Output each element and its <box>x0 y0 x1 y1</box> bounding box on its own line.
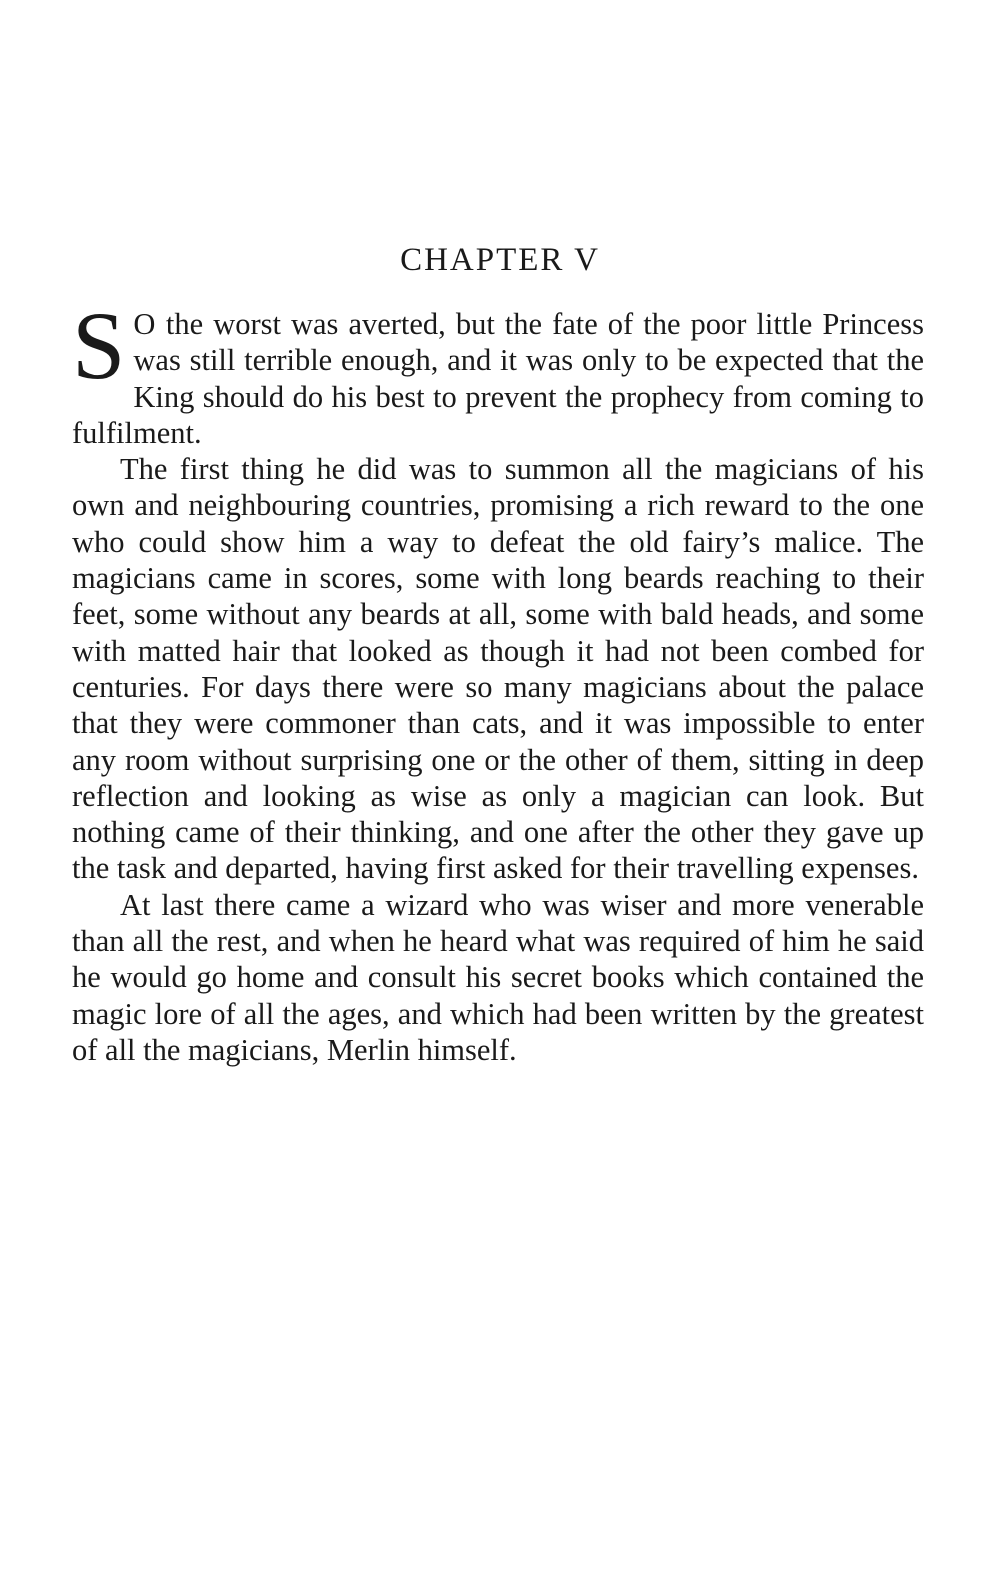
paragraph-3-text: At last there came a wizard who was wiser and more venerable than all the rest, and when he heard what was required of him he said he would go home and consult his secret books which contained the magic lore of all the ages, and which had been written by the greatest of all the magicians, Merlin himself. <box>72 887 924 1067</box>
chapter-heading: CHAPTER V <box>400 242 600 278</box>
paragraph-1-lead: O <box>133 307 156 341</box>
paragraph-1-text: the worst was averted, but the fate of the poor little Princess was still terrible enough, and it was only to be expected that the King should do his best to prevent the prophecy from coming to fulfilment. <box>72 307 924 450</box>
chapter-body <box>72 292 924 1068</box>
paragraph-1 <box>72 292 924 451</box>
paragraph-2 <box>72 451 924 887</box>
drop-cap: S <box>72 292 126 399</box>
paragraph-2-text: The first thing he did was to summon all the magicians of his own and neighbouring countries, promising a rich reward to the one who could show him a way to defeat the old fairy’s malice. The magicians came in scores, some with long beards reaching to their feet, some without any beards at all, some with bald heads, and some with matted hair that looked as though it had not been combed for centuries. For days there were so many magicians about the palace that they were commoner than cats, and it was impossible to enter any room without surprising one or the other of them, sitting in deep reflection and looking as wise as only a magician can look. But nothing came of their thinking, and one after the other they gave up the task and departed, having first asked for their travelling expenses. <box>72 452 924 886</box>
paragraph-3 <box>72 887 924 1068</box>
